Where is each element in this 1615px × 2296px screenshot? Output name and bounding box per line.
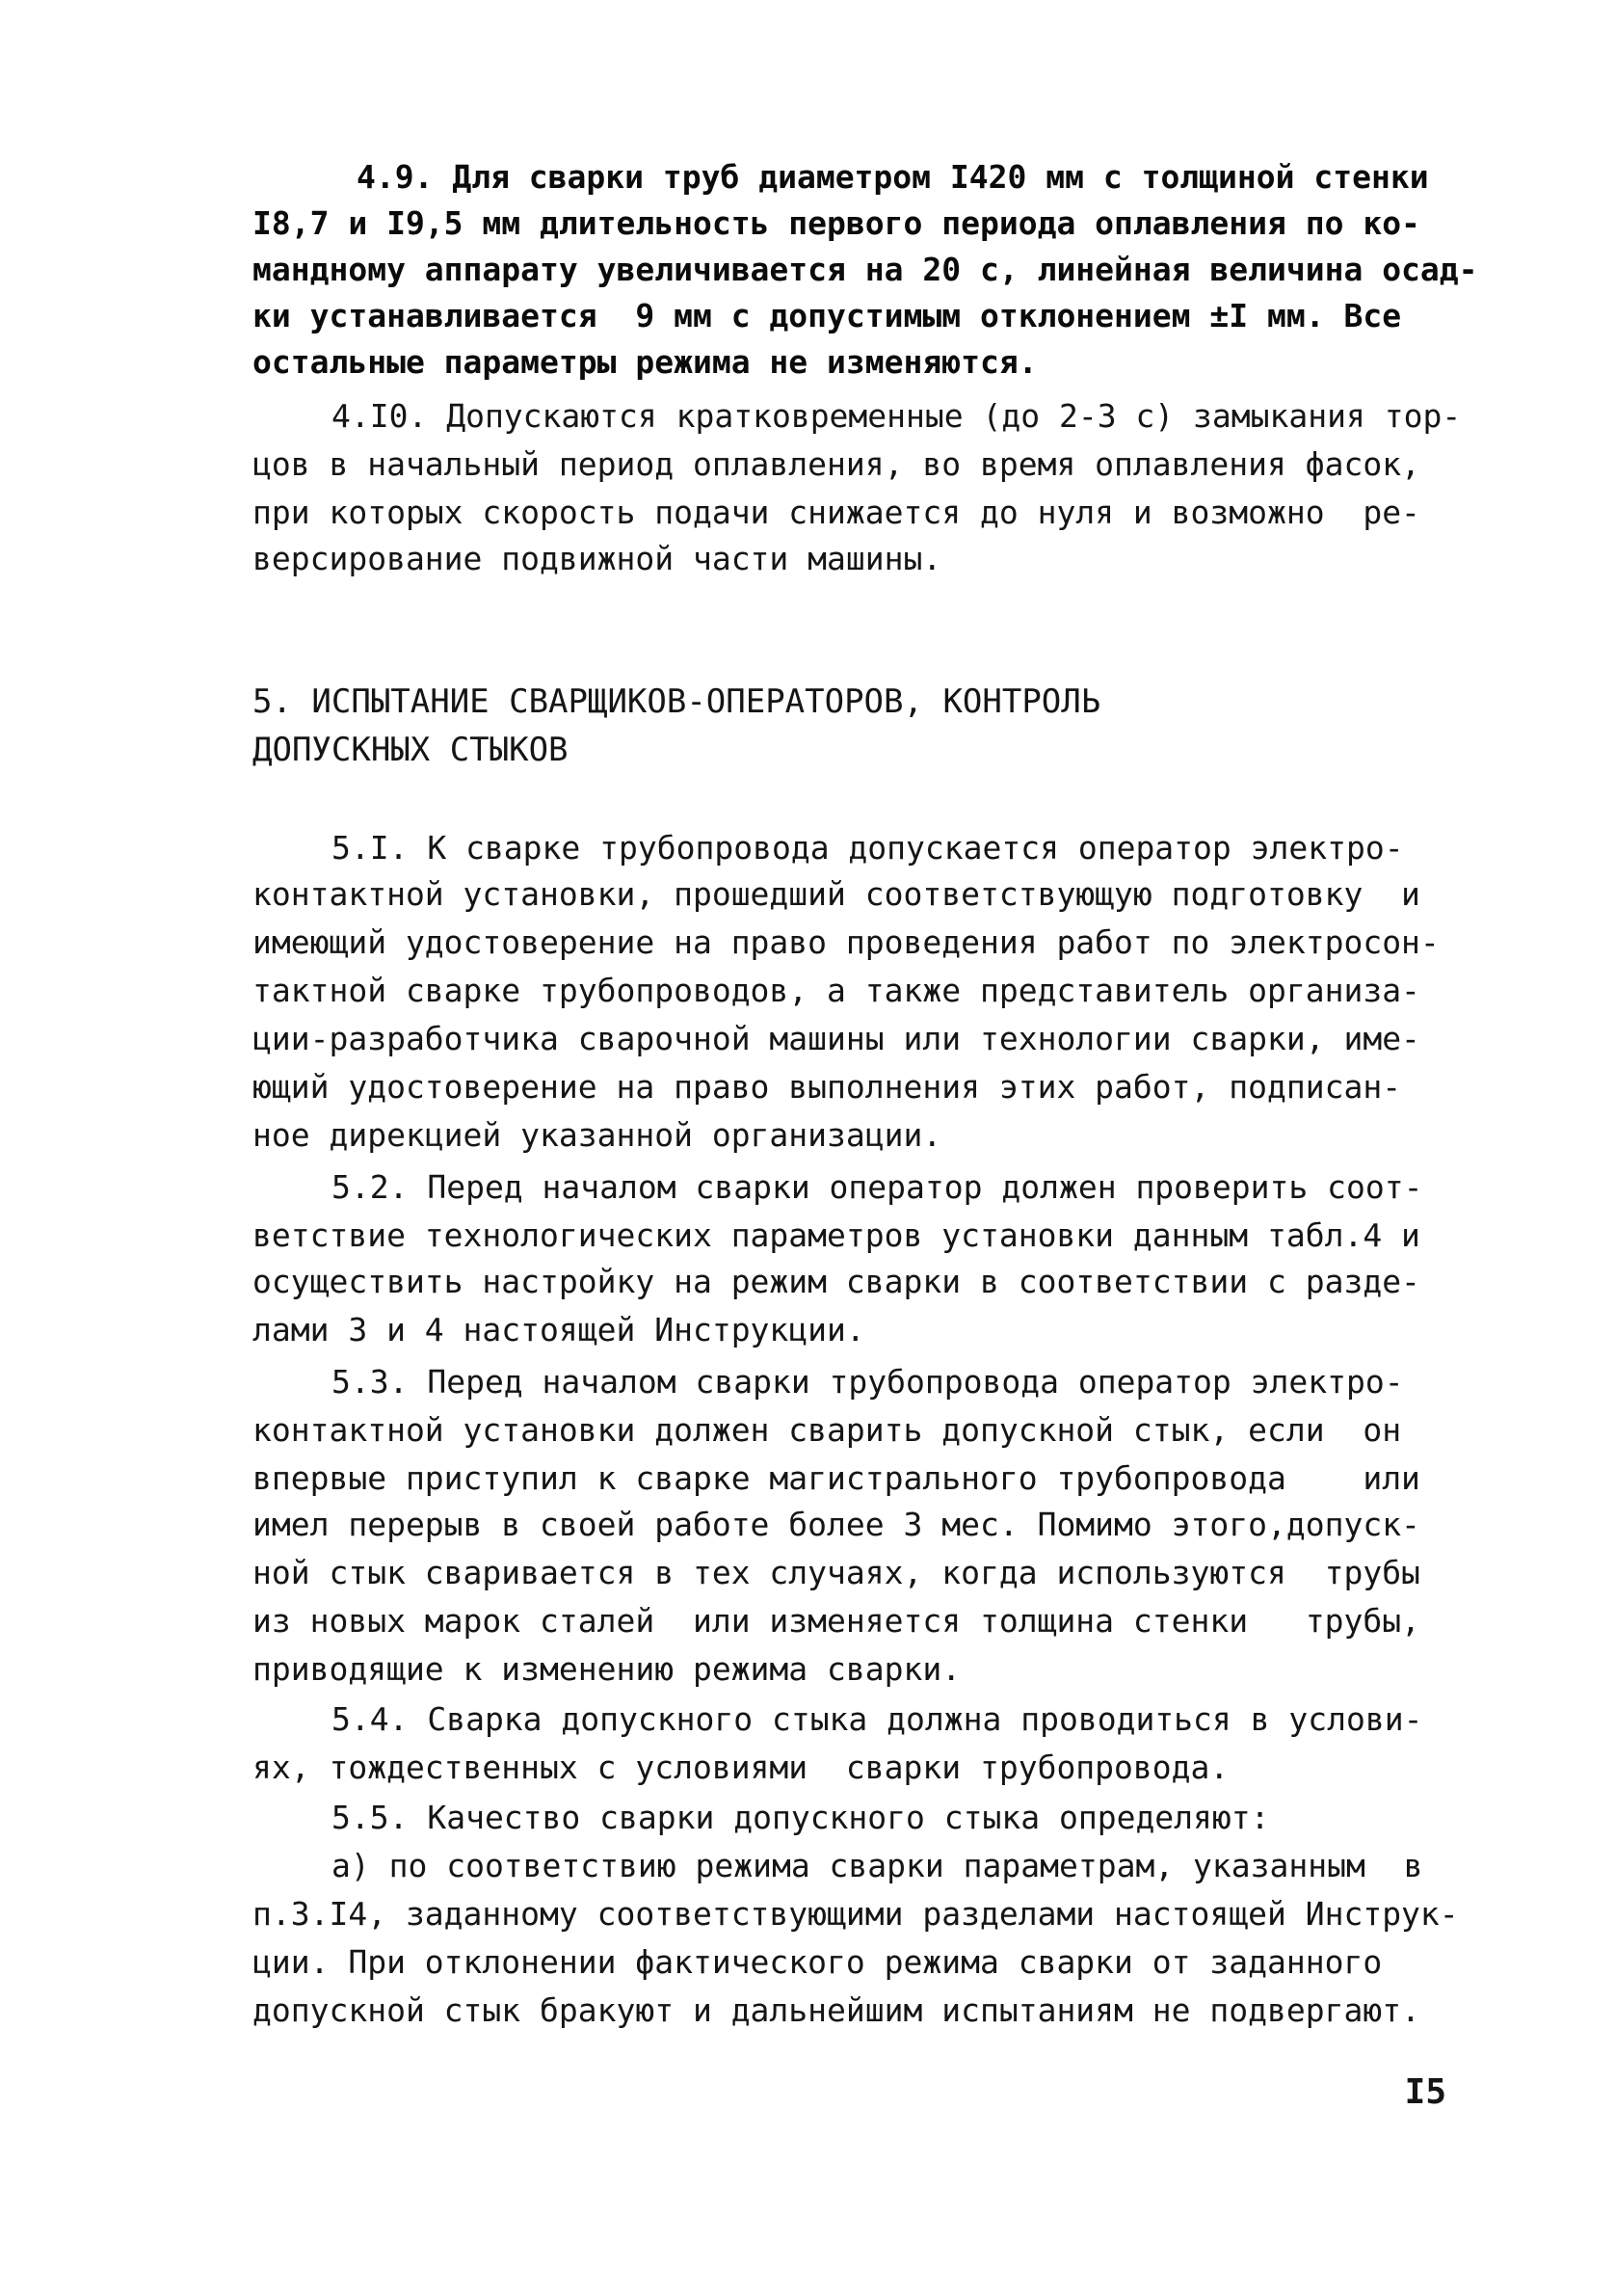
para-4-10-line-1: 4.I0. Допускаются кратковременные (до 2-3 с) замыкания тор- xyxy=(331,397,1462,435)
para-5-3-line-3: впервые приступил к сварке магистрального трубопровода или xyxy=(252,1459,1420,1497)
para-4-10-line-3: при которых скорость подачи снижается до нуля и возможно ре- xyxy=(252,494,1420,531)
para-4-10-line-4: версирование подвижной части машины. xyxy=(252,540,942,577)
para-5-3-line-4: имел перерыв в своей работе более 3 мес. Помимо этого,допуск- xyxy=(252,1506,1420,1543)
para-5-2-line-1: 5.2. Перед началом сварки оператор должен проверить соот- xyxy=(331,1168,1423,1206)
para-5-3-line-2: контактной установки должен сварить допускной стык, если он xyxy=(252,1411,1402,1449)
para-5-3-line-5: ной стык сваривается в тех случаях, когда используются трубы xyxy=(252,1554,1420,1591)
para-5-5-item-a-line-3: ции. При отклонении фактического режима сварки от заданного xyxy=(252,1943,1383,1981)
section-5-heading-line-2: ДОПУСКНЫХ СТЫКОВ xyxy=(252,731,569,769)
para-5-5-item-a-line-1: а) по соответствию режима сварки параметрам, указанным в xyxy=(331,1847,1423,1884)
para-5-3-line-6: из новых марок сталей или изменяется толщина стенки трубы, xyxy=(252,1602,1420,1640)
para-5-1-line-6: ющий удостоверение на право выполнения этих работ, подписан- xyxy=(252,1068,1402,1106)
para-4-9-line-5: остальные параметры режима не изменяются. xyxy=(252,343,1038,381)
para-5-1-line-1: 5.I. К сварке трубопровода допускается оператор электро- xyxy=(331,829,1404,867)
page-number: I5 xyxy=(1404,2072,1446,2112)
para-4-9-line-3: мандному аппарату увеличивается на 20 с, линейная величина осад- xyxy=(252,251,1478,288)
para-5-1-line-2: контактной установки, прошедший соответствующую подготовку и xyxy=(252,875,1420,913)
para-4-9-line-1: 4.9. Для сварки труб диаметром I420 мм с толщиной стенки xyxy=(357,158,1429,196)
para-5-2-line-2: ветствие технологических параметров установки данным табл.4 и xyxy=(252,1216,1420,1254)
section-5-heading-line-1: 5. ИСПЫТАНИЕ СВАРЩИКОВ-ОПЕРАТОРОВ, КОНТРОЛЬ xyxy=(252,682,1101,721)
para-5-1-line-3: имеющий удостоверение на право проведения работ по электроcон- xyxy=(252,923,1440,961)
para-4-9-line-4: ки устанавливается 9 мм с допустимым отклонением ±I мм. Все xyxy=(252,297,1402,334)
para-4-10-line-2: цов в начальный период оплавления, во время оплавления фасок, xyxy=(252,445,1420,483)
para-5-4-line-1: 5.4. Сварка допускного стыка должна проводиться в услови- xyxy=(331,1700,1423,1738)
para-5-1-line-7: ное дирекцией указанной организации. xyxy=(252,1116,942,1154)
para-5-2-line-4: лами 3 и 4 настоящей Инструкции. xyxy=(252,1311,865,1348)
para-5-5-item-a-line-4: допускной стык бракуют и дальнейшим испытаниям не подвергают. xyxy=(252,1991,1420,2029)
para-5-5-line-1: 5.5. Качество сварки допускного стыка определяют: xyxy=(331,1799,1270,1836)
para-5-2-line-3: осуществить настройку на режим сварки в соответствии с разде- xyxy=(252,1263,1420,1300)
para-5-1-line-4: тактной сварке трубопроводов, а также представитель организа- xyxy=(252,972,1420,1009)
para-5-5-item-a-line-2: п.3.I4, заданному соответствующими разделами настоящей Инструк- xyxy=(252,1895,1459,1933)
para-5-3-line-1: 5.3. Перед началом сварки трубопровода оператор электро- xyxy=(331,1363,1404,1401)
para-4-9-line-2: I8,7 и I9,5 мм длительность первого периода оплавления по ко- xyxy=(252,204,1420,242)
para-5-3-line-7: приводящие к изменению режима сварки. xyxy=(252,1650,962,1688)
para-5-1-line-5: ции-разработчика сварочной машины или технологии сварки, име- xyxy=(252,1020,1420,1057)
para-5-4-line-2: ях, тождественных с условиями сварки трубопровода. xyxy=(252,1749,1230,1786)
